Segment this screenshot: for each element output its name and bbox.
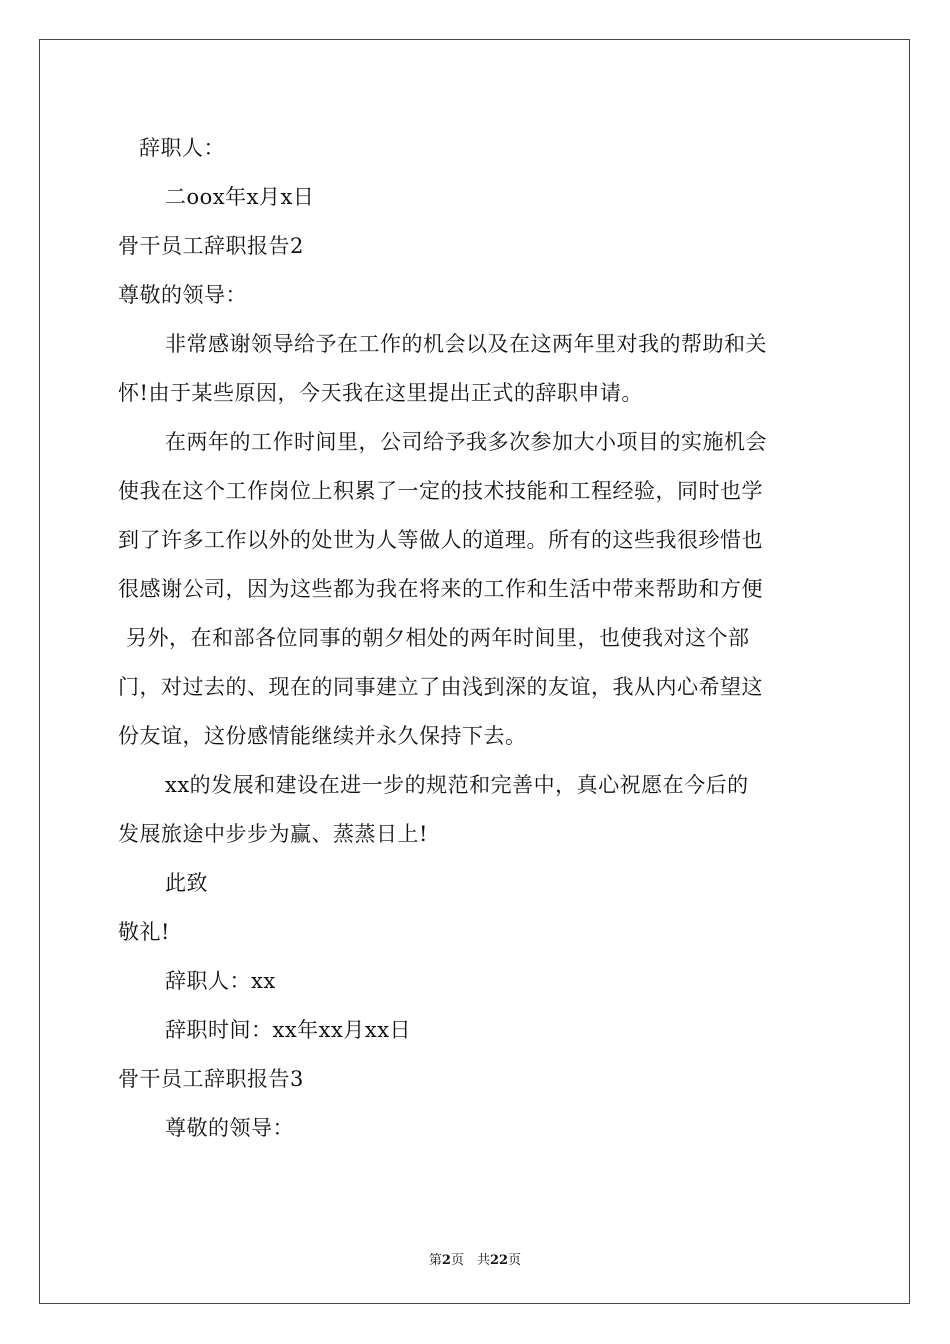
paragraph-line: 发展旅途中步步为赢、蒸蒸日上! xyxy=(118,822,428,846)
paragraph-line: 在两年的工作时间里，公司给予我多次参加大小项目的实施机会 xyxy=(165,430,767,454)
paragraph-line: 份友谊，这份感情能继续并永久保持下去。 xyxy=(118,724,527,748)
page-label-prefix: 第 xyxy=(428,1253,442,1268)
paragraph-line: 使我在这个工作岗位上积累了一定的技术技能和工程经验，同时也学 xyxy=(118,479,763,503)
page-number: 2 xyxy=(441,1253,451,1268)
document-body xyxy=(118,124,834,1153)
total-pages: 22 xyxy=(489,1253,509,1268)
signature-label: 辞职人： xyxy=(139,136,225,160)
salutation: 尊敬的领导： xyxy=(165,1116,294,1140)
salutation: 尊敬的领导： xyxy=(118,283,247,307)
paragraph-line: 很感谢公司，因为这些都为我在将来的工作和生活中带来帮助和方便 xyxy=(118,577,763,601)
closing-line: 此致 xyxy=(165,871,208,895)
paragraph-line: 怀!由于某些原因，今天我在这里提出正式的辞职申请。 xyxy=(118,381,643,405)
section-heading-2: 骨干员工辞职报告2 xyxy=(118,234,304,258)
signature-line: 辞职人：xx xyxy=(165,969,276,993)
paragraph-line: 到了许多工作以外的处世为人等做人的道理。所有的这些我很珍惜也 xyxy=(118,528,763,552)
paragraph-line: 另外，在和部各位同事的朝夕相处的两年时间里，也使我对这个部 xyxy=(126,626,750,650)
page-label-suffix: 页 xyxy=(508,1253,522,1268)
page-footer xyxy=(0,1249,950,1268)
resignation-date-line: 辞职时间：xx年xx月xx日 xyxy=(165,1018,412,1042)
closing-salute: 敬礼! xyxy=(118,920,170,944)
date-line: 二oox年x月x日 xyxy=(165,185,315,209)
section-heading-3: 骨干员工辞职报告3 xyxy=(118,1067,304,1091)
paragraph-line: 非常感谢领导给予在工作的机会以及在这两年里对我的帮助和关 xyxy=(165,332,767,356)
page-label-mid: 页 共 xyxy=(450,1253,490,1268)
paragraph-line: xx的发展和建设在进一步的规范和完善中，真心祝愿在今后的 xyxy=(165,773,749,797)
paragraph-line: 门，对过去的、现在的同事建立了由浅到深的友谊，我从内心希望这 xyxy=(118,675,763,699)
